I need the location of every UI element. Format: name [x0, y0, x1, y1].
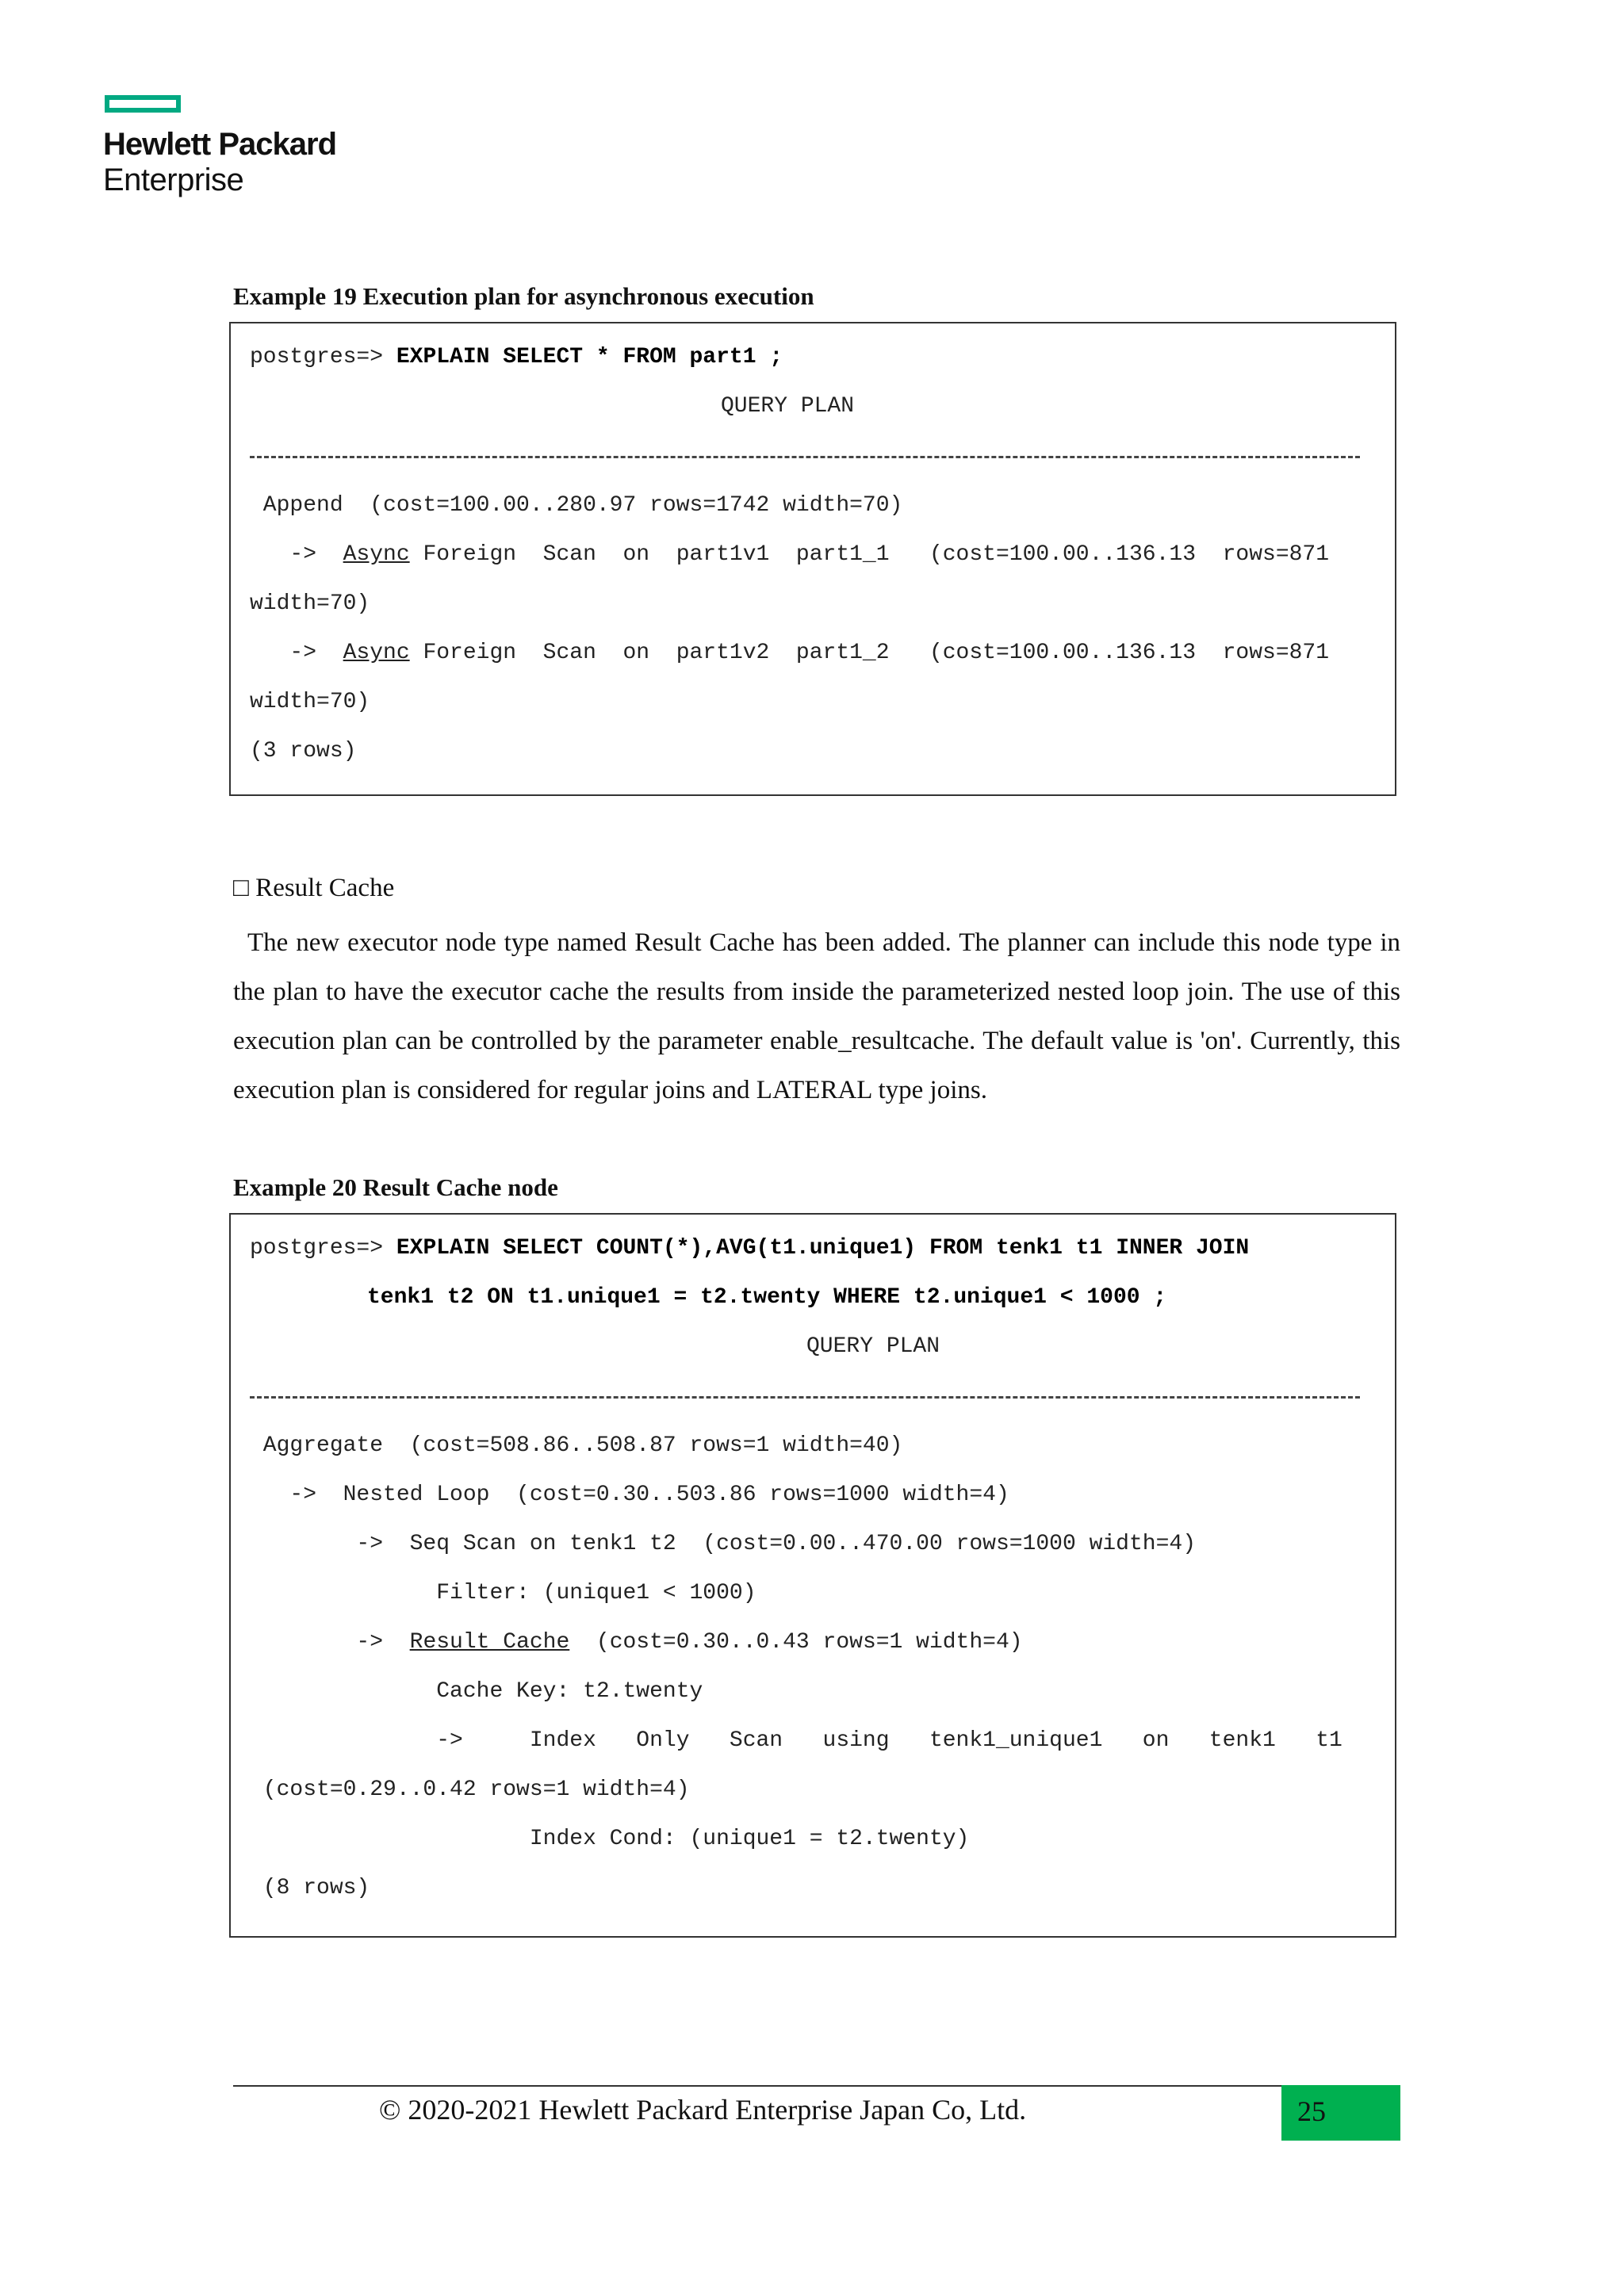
sql-command: EXPLAIN SELECT * FROM part1 ; — [396, 345, 783, 369]
section-paragraph: The new executor node type named Result Cache has been added. The planner can include this node type in the plan to have the executor cache the results from inside the parameterized nested loop join. The use of this execution plan can be controlled by the parameter enable_resultcache. The default value is 'on'. Currently, this execution plan is considered for regular joins and LATERAL type joins. — [233, 928, 1400, 1104]
hpe-logo-bar — [105, 95, 181, 113]
plan-line: width=70) — [250, 591, 370, 616]
plan-line: -> Async Foreign Scan on part1v1 part1_1 (cost=100.00..136.13 rows=871 — [250, 542, 1330, 567]
footer-rule — [233, 2085, 1400, 2087]
page-number: 25 — [1297, 2095, 1326, 2127]
plan-line: Index Cond: (unique1 = t2.twenty) — [250, 1827, 970, 1851]
row-count: (3 rows) — [250, 739, 357, 763]
async-keyword: Async — [343, 542, 410, 567]
copyright-text: © 2020-2021 Hewlett Packard Enterprise Japan Co, Ltd. — [379, 2094, 1027, 2126]
query-plan-label: QUERY PLAN — [721, 394, 855, 419]
example20-caption: Example 20 Result Cache node — [233, 1173, 558, 1201]
example20-command-line — [250, 1235, 1249, 1262]
plan-line: width=70) — [250, 690, 370, 714]
plan-line: Append (cost=100.00..280.97 rows=1742 width=70) — [250, 493, 903, 518]
plan-line: (cost=0.29..0.42 rows=1 width=4) — [250, 1777, 690, 1802]
example19-command-line — [250, 344, 783, 371]
logo-text-line1: Hewlett Packard — [103, 127, 337, 162]
result-cache-keyword: Result Cache — [409, 1630, 570, 1655]
example19-caption: Example 19 Execution plan for asynchronous execution — [233, 282, 814, 310]
plan-line: -> Nested Loop (cost=0.30..503.86 rows=1000 width=4) — [250, 1483, 1009, 1507]
async-keyword: Async — [343, 641, 410, 665]
logo-text-line2: Enterprise — [103, 163, 244, 197]
row-count: (8 rows) — [250, 1876, 370, 1900]
plan-line: Filter: (unique1 < 1000) — [250, 1581, 756, 1605]
plan-line: -> Async Foreign Scan on part1v2 part1_2 (cost=100.00..136.13 rows=871 — [250, 641, 1330, 665]
plan-line: -> Index Only Scan using tenk1_unique1 on tenk1 t1 — [250, 1728, 1342, 1753]
plan-line: -> Seq Scan on tenk1 t2 (cost=0.00..470.00 rows=1000 width=4) — [250, 1532, 1196, 1556]
plan-line: Aggregate (cost=508.86..508.87 rows=1 width=40) — [250, 1433, 903, 1458]
prompt: postgres=> — [250, 345, 396, 369]
query-plan-label: QUERY PLAN — [806, 1334, 940, 1359]
plan-line: -> Result Cache (cost=0.30..0.43 rows=1 width=4) — [250, 1630, 1023, 1655]
prompt: postgres=> — [250, 1236, 396, 1261]
sql-command: EXPLAIN SELECT COUNT(*),AVG(t1.unique1) FROM tenk1 t1 INNER JOIN — [396, 1236, 1250, 1261]
sql-command-continued: tenk1 t2 ON t1.unique1 = t2.twenty WHERE t2.unique1 < 1000 ; — [367, 1285, 1167, 1310]
plan-line: Cache Key: t2.twenty — [250, 1679, 703, 1704]
page-number-badge — [1281, 2085, 1400, 2141]
separator-line — [250, 1396, 1360, 1399]
example19-code-box — [229, 322, 1396, 796]
section-heading: □ Result Cache — [233, 874, 395, 902]
separator-line — [250, 456, 1360, 458]
example20-code-box — [229, 1213, 1396, 1938]
example20-command-line2 — [367, 1284, 1166, 1311]
